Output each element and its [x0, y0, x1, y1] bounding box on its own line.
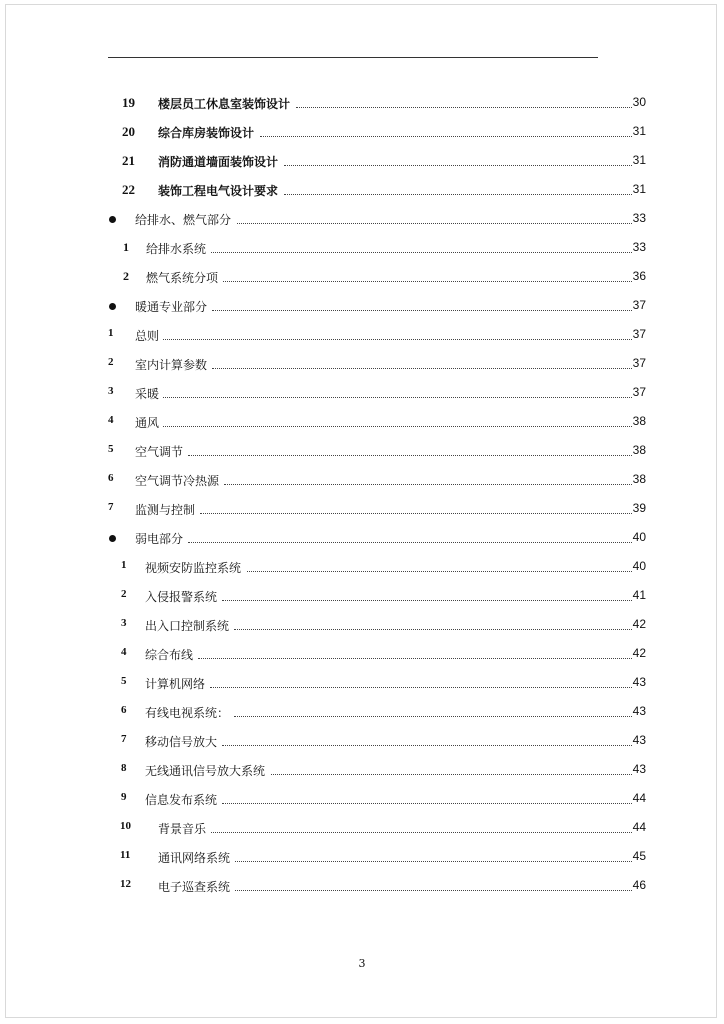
toc-entry-title: 采暖	[135, 387, 160, 401]
toc-entry-page: 43	[632, 675, 646, 689]
toc-entry-title: 移动信号放大	[145, 735, 218, 749]
dot-leader	[223, 281, 632, 282]
dot-leader	[296, 107, 632, 108]
toc-entry-page: 33	[632, 211, 646, 225]
toc-entry[interactable]	[0, 151, 724, 171]
toc-entry-title: 给排水系统	[146, 242, 207, 256]
toc-entry-number: 3	[108, 385, 114, 397]
bullet-icon	[109, 303, 116, 310]
toc-entry[interactable]	[0, 760, 724, 780]
toc-entry-number: 1	[108, 327, 114, 339]
toc-entry-title: 弱电部分	[135, 532, 184, 546]
toc-entry-page: 41	[632, 588, 646, 602]
dot-leader	[222, 803, 632, 804]
toc-entry[interactable]	[0, 122, 724, 142]
toc-entry-page: 38	[632, 443, 646, 457]
dot-leader	[235, 890, 632, 891]
toc-entry-title: 综合库房装饰设计	[158, 126, 255, 140]
toc-entry-page: 46	[632, 878, 646, 892]
toc-entry-number: 6	[121, 704, 127, 716]
dot-leader	[284, 194, 632, 195]
toc-entry-number: 7	[121, 733, 127, 745]
dot-leader	[211, 252, 632, 253]
toc-entry[interactable]	[0, 702, 724, 722]
dot-leader	[211, 832, 632, 833]
dot-leader	[234, 716, 632, 717]
toc-entry-number: 5	[108, 443, 114, 455]
toc-entry-number: 2	[123, 269, 129, 283]
toc-entry-page: 44	[632, 820, 646, 834]
toc-entry-page: 43	[632, 762, 646, 776]
dot-leader	[200, 513, 632, 514]
dot-leader	[222, 745, 632, 746]
toc-entry-page: 37	[632, 385, 646, 399]
toc-entry-number: 8	[121, 762, 127, 774]
toc-entry[interactable]	[0, 499, 724, 519]
toc-entry[interactable]	[0, 180, 724, 200]
toc-entry-title: 监测与控制	[135, 503, 196, 517]
toc-entry-title: 楼层员工休息室装饰设计	[158, 97, 291, 111]
dot-leader	[188, 542, 632, 543]
toc-entry-title: 视频安防监控系统	[145, 561, 242, 575]
toc-entry[interactable]	[0, 93, 724, 113]
toc-entry-page: 37	[632, 327, 646, 341]
toc-entry-page: 38	[632, 472, 646, 486]
toc-entry-page: 36	[632, 269, 646, 283]
dot-leader	[224, 484, 632, 485]
bullet-icon	[109, 216, 116, 223]
toc-entry-page: 37	[632, 356, 646, 370]
toc-entry-title: 空气调节	[135, 445, 184, 459]
toc-entry-number: 21	[122, 153, 135, 168]
toc-entry-title: 信息发布系统	[145, 793, 218, 807]
dot-leader	[163, 339, 632, 340]
toc-entry-page: 38	[632, 414, 646, 428]
toc-entry[interactable]	[0, 673, 724, 693]
toc-entry[interactable]	[0, 470, 724, 490]
toc-entry[interactable]	[0, 847, 724, 867]
toc-entry-number: 5	[121, 675, 127, 687]
toc-entry-title: 燃气系统分项	[146, 271, 219, 285]
dot-leader	[234, 629, 632, 630]
dot-leader	[260, 136, 632, 137]
toc-entry-number: 3	[121, 617, 127, 629]
toc-entry[interactable]	[0, 644, 724, 664]
toc-entry-page: 45	[632, 849, 646, 863]
toc-entry-page: 43	[632, 704, 646, 718]
toc-entry-number: 7	[108, 501, 114, 513]
toc-entry[interactable]	[0, 209, 724, 229]
dot-leader	[284, 165, 632, 166]
toc-entry[interactable]	[0, 586, 724, 606]
toc-entry-number: 6	[108, 472, 114, 484]
dot-leader	[212, 310, 632, 311]
toc-entry-page: 40	[632, 559, 646, 573]
toc-entry-page: 37	[632, 298, 646, 312]
dot-leader	[235, 861, 632, 862]
toc-entry-page: 31	[632, 153, 646, 167]
toc-entry-number: 9	[121, 791, 127, 803]
toc-entry-title: 给排水、燃气部分	[135, 213, 232, 227]
toc-entry-page: 33	[632, 240, 646, 254]
toc-entry-page: 30	[632, 95, 646, 109]
toc-entry-page: 42	[632, 617, 646, 631]
toc-entry[interactable]	[0, 528, 724, 548]
dot-leader	[222, 600, 632, 601]
toc-entry-number: 4	[108, 414, 114, 426]
toc-entry-title: 电子巡查系统	[158, 880, 231, 894]
toc-entry-number: 20	[122, 124, 135, 139]
toc-entry[interactable]	[0, 441, 724, 461]
toc-entry-number: 4	[121, 646, 127, 658]
toc-entry-title: 通风	[135, 416, 160, 430]
toc-entry-number: 1	[121, 559, 127, 571]
toc-entry-title: 消防通道墙面装饰设计	[158, 155, 279, 169]
toc-entry[interactable]	[0, 615, 724, 635]
toc-entry-number: 2	[108, 356, 114, 368]
toc-entry-title: 暖通专业部分	[135, 300, 208, 314]
toc-entry-title: 总则	[135, 329, 160, 343]
dot-leader	[163, 397, 632, 398]
toc-entry-title: 装饰工程电气设计要求	[158, 184, 279, 198]
header-rule	[108, 57, 598, 58]
toc-entry-number: 1	[123, 240, 129, 254]
toc-entry[interactable]	[0, 238, 724, 258]
toc-entry-page: 39	[632, 501, 646, 515]
toc-entry-title: 入侵报警系统	[145, 590, 218, 604]
toc-entry-page: 40	[632, 530, 646, 544]
toc-entry-page: 43	[632, 733, 646, 747]
dot-leader	[247, 571, 632, 572]
toc-entry-title: 空气调节冷热源	[135, 474, 220, 488]
toc-entry-number: 11	[120, 849, 131, 861]
toc-entry[interactable]	[0, 557, 724, 577]
toc-entry[interactable]	[0, 296, 724, 316]
page-number: 3	[358, 957, 366, 970]
dot-leader	[237, 223, 632, 224]
toc-entry-page: 42	[632, 646, 646, 660]
bullet-icon	[109, 535, 116, 542]
toc-entry[interactable]	[0, 267, 724, 287]
dot-leader	[188, 455, 632, 456]
toc-entry-title: 出入口控制系统	[145, 619, 230, 633]
toc-entry-number: 22	[122, 182, 135, 197]
toc-entry[interactable]	[0, 818, 724, 838]
toc-entry-number: 19	[122, 95, 135, 110]
toc-entry[interactable]	[0, 383, 724, 403]
toc-entry-number: 12	[120, 878, 131, 890]
dot-leader	[271, 774, 632, 775]
dot-leader	[163, 426, 632, 427]
toc-entry-title: 有线电视系统：	[145, 706, 230, 720]
toc-entry-title: 计算机网络	[145, 677, 206, 691]
toc-entry[interactable]	[0, 412, 724, 432]
toc-entry-page: 31	[632, 124, 646, 138]
toc-entry[interactable]	[0, 731, 724, 751]
toc-entry-number: 2	[121, 588, 127, 600]
toc-entry-title: 室内计算参数	[135, 358, 208, 372]
toc-entry-page: 31	[632, 182, 646, 196]
toc-entry-page: 44	[632, 791, 646, 805]
dot-leader	[212, 368, 632, 369]
toc-entry-title: 综合布线	[145, 648, 194, 662]
toc-entry-title: 背景音乐	[158, 822, 207, 836]
toc-entry-number: 10	[120, 820, 131, 832]
toc-entry-title: 无线通讯信号放大系统	[145, 764, 266, 778]
toc-entry[interactable]	[0, 789, 724, 809]
toc-entry[interactable]	[0, 354, 724, 374]
toc-entry[interactable]	[0, 325, 724, 345]
toc-entry[interactable]	[0, 876, 724, 896]
dot-leader	[210, 687, 632, 688]
toc-entry-title: 通讯网络系统	[158, 851, 231, 865]
dot-leader	[198, 658, 632, 659]
